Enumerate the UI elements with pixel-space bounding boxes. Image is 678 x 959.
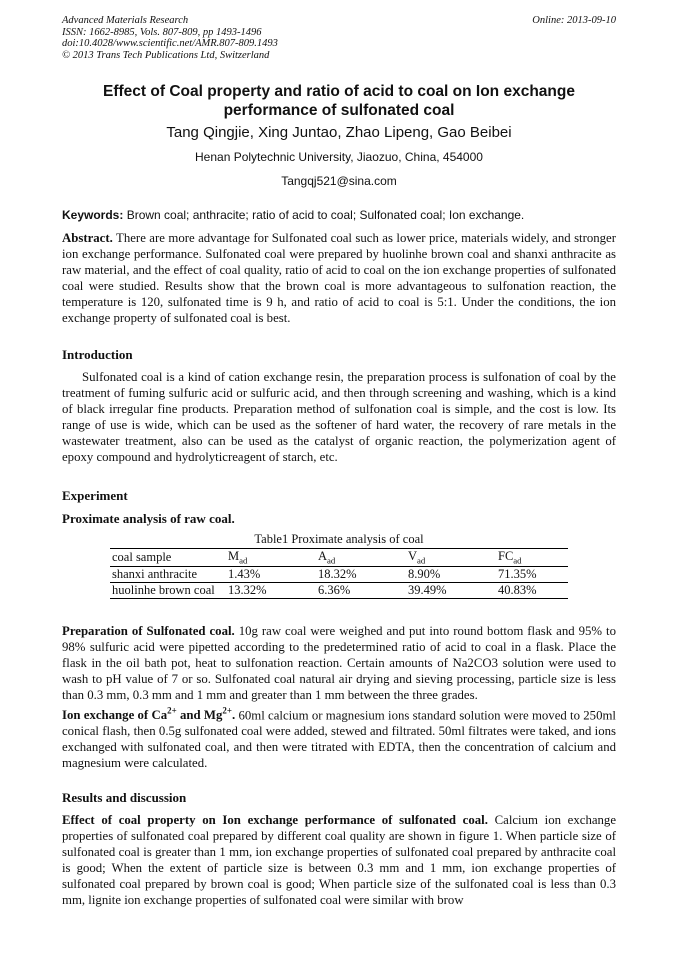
table-cell: huolinhe brown coal (112, 583, 215, 597)
keywords (62, 208, 616, 222)
table-row (110, 582, 568, 598)
introduction-heading: Introduction (62, 347, 133, 362)
journal-name: Advanced Materials Research (62, 15, 189, 26)
table-cell: 71.35% (498, 566, 537, 581)
proximate-subheading: Proximate analysis of raw coal. (62, 511, 235, 526)
table-cell: shanxi anthracite (112, 566, 198, 581)
preparation-paragraph (62, 624, 616, 771)
proximate-table (110, 548, 568, 599)
doi-line: doi:10.4028/www.scientific.net/AMR.807-809.1493 (62, 38, 278, 49)
results-paragraph (62, 813, 616, 908)
results-text: Calcium ion exchange properties of sulfonated coal prepared by different coal quality are shown in figure 1. When particle size of sulfonated coal is greater than 1 mm, ion exchange properties of sulfonated coal prepared by anthracite coal is good; When the extent of particle size is between 0.3 mm and 1 mm, ion exchange properties of sulfonated coal prepared by brown coal is good; When particle size of the sulfonated coal is less than 0.3 mm, lignite ion exchange properties of sulfonated coal were similar with brow (62, 813, 616, 907)
journal-header (62, 15, 616, 61)
title-line-2: performance of sulfonated coal (223, 102, 455, 119)
paper-title (62, 82, 616, 120)
online-date: Online: 2013-09-10 (532, 15, 616, 26)
keywords-text: Brown coal; anthracite; ratio of acid to coal; Sulfonated coal; Ion exchange. (123, 208, 525, 222)
abstract-text: There are more advantage for Sulfonated coal such as lower price, materials widely, and stronger ion exchange performance. Sulfonated coal were prepared by huolinhe brown coal and shanxi anthracite as raw material, and the effect of coal quality, ratio of acid to coal on the ion exchange properties of sulfonated coal were studied. Results show that the brown coal is more advantageous to sulfonation reaction, the temperature is 120, sulfonated time is 9 h, and ratio of acid to coal is 5:1. Under the conditions, the ion exchange property of sulfonated coal is best. (62, 231, 616, 325)
table-cell: 8.90% (408, 566, 441, 581)
results-sub-label: Effect of coal property on Ion exchange performance of sulfonated coal. (62, 813, 488, 827)
col-mad: $M_{ad}$ (228, 549, 248, 566)
abstract-label: Abstract. (62, 231, 113, 245)
issn-line: ISSN: 1662-8985, Vols. 807-809, pp 1493-1496 (62, 26, 262, 38)
authors: Tang Qingjie, Xing Juntao, Zhao Lipeng, Gao Beibei (166, 124, 512, 141)
email: Tangqj521@sina.com (281, 174, 397, 188)
col-coal-sample: coal sample (112, 549, 172, 564)
results-heading: Results and discussion (62, 790, 187, 805)
introduction-text: Sulfonated coal is a kind of cation exchange resin, the preparation process is sulfonation of coal by the treatment of fuming sulfuric acid or sulfuric acid, and then through screening and washing, which is a kind of black irregular fine products. Preparation method of sulfonation coal is simple, and the cost is low. Its range of use is wide, which can be used as the softener of hard water, the recovery of rare metals in the wastewater treatment, also can be used as the catalyst of organic reaction, the polymerization agent of epoxy compound and hydrolyticreagent of starch, etc. (62, 370, 616, 464)
table-caption: Table1 Proximate analysis of coal (254, 532, 424, 546)
table-cell: 40.83% (498, 582, 537, 597)
table-cell: 13.32% (228, 582, 267, 597)
ion-exchange-text: 60ml calcium or magnesium ions standard solution were moved to 250ml conical flash, then 0.5g sulfonated coal were added, stewed and filtrated. 50ml filtrates were taked, and ions exchanged with sulfonated coal, and then were titrated with EDTA, then the concentration of calcium and magnesium were calculated. (62, 707, 616, 770)
table-cell: 39.49% (408, 582, 447, 597)
col-aad: $A_{ad}$ (318, 549, 336, 566)
abstract (62, 231, 616, 326)
copyright-line: © 2013 Trans Tech Publications Ltd, Switzerland (62, 49, 270, 61)
table-cell: 18.32% (318, 566, 357, 581)
col-fcad: $FC_{ad}$ (498, 549, 522, 566)
table-cell: 6.36% (318, 582, 351, 597)
table-header-row (110, 549, 568, 567)
col-vad: $V_{ad}$ (408, 549, 426, 566)
experiment-heading: Experiment (62, 488, 128, 503)
table-row (110, 566, 568, 582)
ion-exchange-label: Ion exchange of $Ca^{2+}$ and $Mg^{2+}$. (62, 705, 236, 722)
preparation-text: 10g raw coal were weighed and put into round bottom flask and 95% to 98% sulfuric acid were pipetted according to the predetermined ratio of acid to coal in a flask. Place the flask in the oil bath pot, heat to sulfonation reaction. Certain amounts of Na2CO3 solution were used to wash to pH value of 7 or so. Sulfonated coal natural air drying and sieving processing, particle size is less than 0.3 mm, 0.3 mm and 1 mm and greater than 1 mm between the three grades. (62, 624, 616, 702)
preparation-label: Preparation of Sulfonated coal. (62, 624, 235, 638)
affiliation: Henan Polytechnic University, Jiaozuo, China, 454000 (195, 150, 483, 164)
keywords-label: Keywords: (62, 208, 124, 222)
table-cell: 1.43% (228, 566, 261, 581)
title-line-1: Effect of Coal property and ratio of acid to coal on Ion exchange (103, 83, 575, 100)
